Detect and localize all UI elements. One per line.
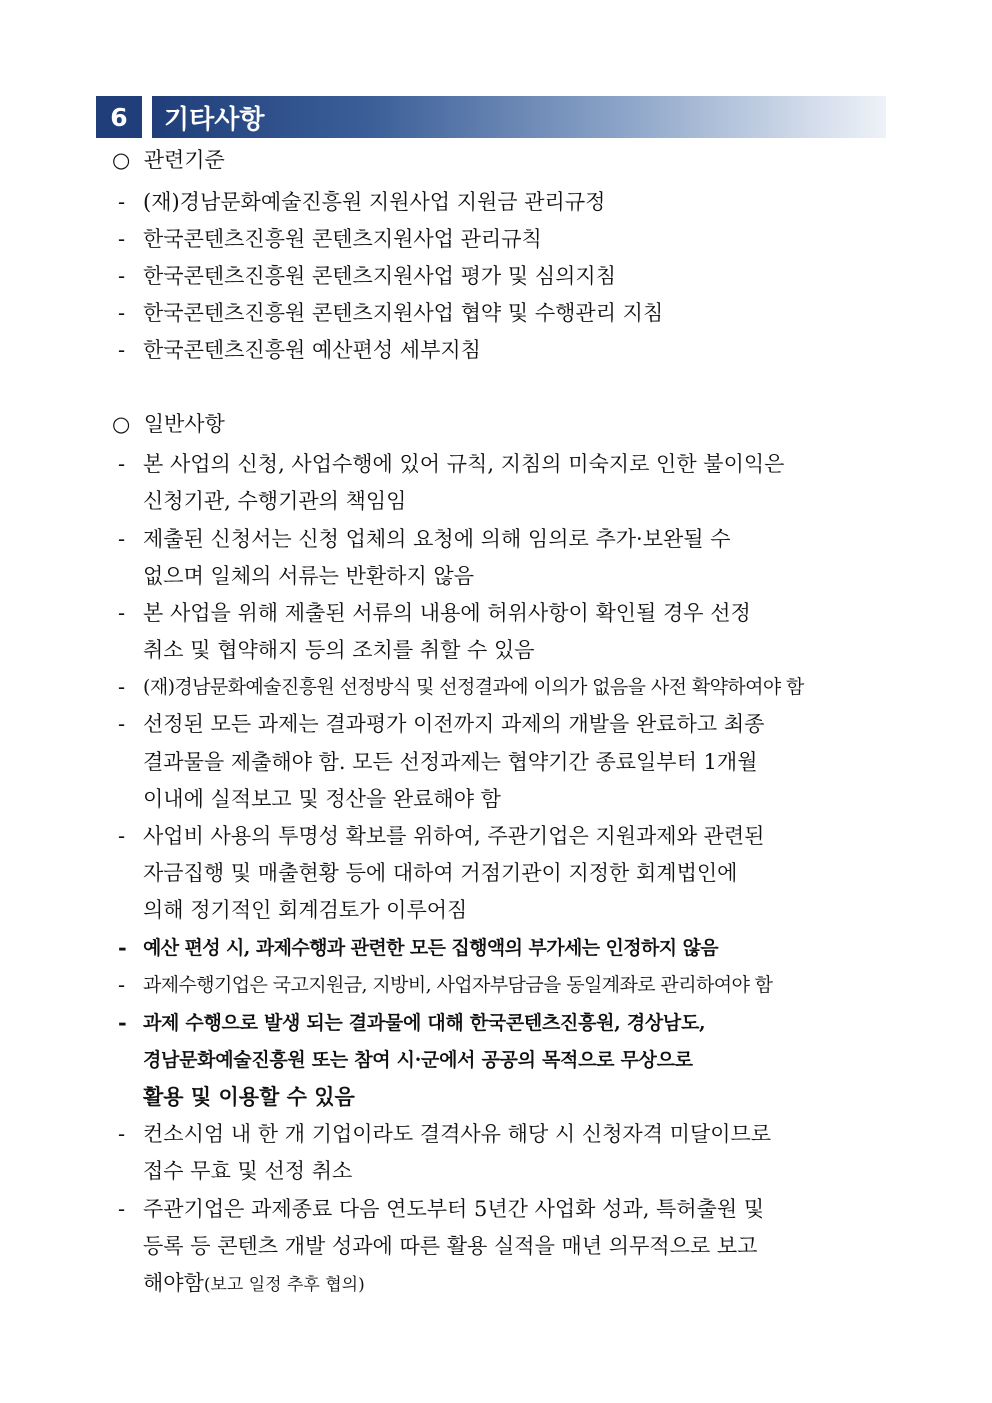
general-heading-row — [112, 410, 225, 438]
section-title: 기타사항 — [164, 104, 265, 135]
section-title-bar — [152, 96, 886, 138]
general-item-line: 자금집행 및 매출현황 등에 대하여 거점기관이 지정한 회계법인에 — [143, 861, 738, 885]
dash-icon: - — [118, 227, 126, 251]
general-item-line: 신청기관, 수행기관의 책임임 — [143, 489, 407, 513]
criteria-item: 한국콘텐츠진흥원 콘텐츠지원사업 평가 및 심의지침 — [143, 264, 616, 288]
general-item-line: 과제수행기업은 국고지원금, 지방비, 사업자부담금을 동일계좌로 관리하여야 함 — [143, 974, 773, 996]
criteria-heading-row — [112, 146, 225, 174]
dash-icon: - — [118, 1122, 126, 1146]
dash-icon: - — [118, 338, 126, 362]
report-schedule-note: (보고 일정 추후 협의) — [203, 1275, 365, 1295]
general-item-line: 경남문화예술진흥원 또는 참여 시·군에서 공공의 목적으로 무상으로 — [143, 1049, 693, 1071]
dash-icon: - — [118, 264, 126, 288]
general-item-line: 본 사업의 신청, 사업수행에 있어 규칙, 지침의 미숙지로 인한 불이익은 — [143, 452, 785, 476]
section-header — [96, 96, 886, 138]
general-item-line: 본 사업을 위해 제출된 서류의 내용에 허위사항이 확인될 경우 선정 — [143, 601, 751, 625]
general-item-line: 이내에 실적보고 및 정산을 완료해야 함 — [143, 787, 501, 811]
general-item-line: 제출된 신청서는 신청 업체의 요청에 의해 임의로 추가·보완될 수 — [143, 527, 731, 551]
dash-icon: - — [118, 712, 126, 736]
dash-icon: - — [118, 301, 126, 325]
criteria-item: (재)경남문화예술진흥원 지원사업 지원금 관리규정 — [143, 190, 606, 214]
circle-bullet-icon: ○ — [112, 148, 131, 172]
dash-icon: - — [118, 973, 126, 997]
general-item-line: 해야함 — [143, 1271, 204, 1295]
section-number: 6 — [96, 96, 142, 138]
criteria-item: 한국콘텐츠진흥원 콘텐츠지원사업 협약 및 수행관리 지침 — [143, 301, 664, 325]
general-item-line: 활용 및 이용할 수 있음 — [143, 1084, 355, 1109]
dash-icon: - — [118, 190, 126, 214]
general-item-line: 사업비 사용의 투명성 확보를 위하여, 주관기업은 지원과제와 관련된 — [143, 824, 765, 848]
dash-icon: - — [118, 935, 127, 960]
general-item-line: 과제 수행으로 발생 되는 결과물에 대해 한국콘텐츠진흥원, 경상남도, — [143, 1012, 706, 1034]
general-item-line: 결과물을 제출해야 함. 모든 선정과제는 협약기간 종료일부터 1개월 — [143, 750, 758, 774]
general-item-line: 의해 정기적인 회계검토가 이루어짐 — [143, 898, 468, 922]
general-heading: 일반사항 — [143, 412, 225, 436]
criteria-heading: 관련기준 — [143, 148, 225, 172]
general-item-line: (재)경남문화예술진흥원 선정방식 및 선정결과에 이의가 없음을 사전 확약하여야 함 — [143, 676, 804, 698]
dash-icon: - — [118, 527, 126, 551]
criteria-item: 한국콘텐츠진흥원 예산편성 세부지침 — [143, 338, 481, 362]
general-item-line: 접수 무효 및 선정 취소 — [143, 1159, 353, 1183]
general-item-line: 컨소시엄 내 한 개 기업이라도 결격사유 해당 시 신청자격 미달이므로 — [143, 1122, 772, 1146]
general-item-line: 주관기업은 과제종료 다음 연도부터 5년간 사업화 성과, 특허출원 및 — [143, 1197, 765, 1221]
general-item-line: 등록 등 콘텐츠 개발 성과에 따른 활용 실적을 매년 의무적으로 보고 — [143, 1234, 758, 1258]
dash-icon: - — [118, 675, 126, 699]
dash-icon: - — [118, 601, 126, 625]
general-item-line: 선정된 모든 과제는 결과평가 이전까지 과제의 개발을 완료하고 최종 — [143, 712, 765, 736]
dash-icon: - — [118, 452, 126, 476]
dash-icon: - — [118, 824, 126, 848]
circle-bullet-icon: ○ — [112, 412, 131, 436]
criteria-item: 한국콘텐츠진흥원 콘텐츠지원사업 관리규칙 — [143, 227, 542, 251]
dash-icon: - — [118, 1197, 126, 1221]
general-item-line: 취소 및 협약해지 등의 조치를 취할 수 있음 — [143, 638, 535, 662]
general-item-line: 예산 편성 시, 과제수행과 관련한 모든 집행액의 부가세는 인정하지 않음 — [143, 937, 719, 959]
general-item-line: 없으며 일체의 서류는 반환하지 않음 — [143, 564, 474, 588]
general-item-line-with-note — [143, 1269, 365, 1297]
dash-icon: - — [118, 1010, 127, 1035]
